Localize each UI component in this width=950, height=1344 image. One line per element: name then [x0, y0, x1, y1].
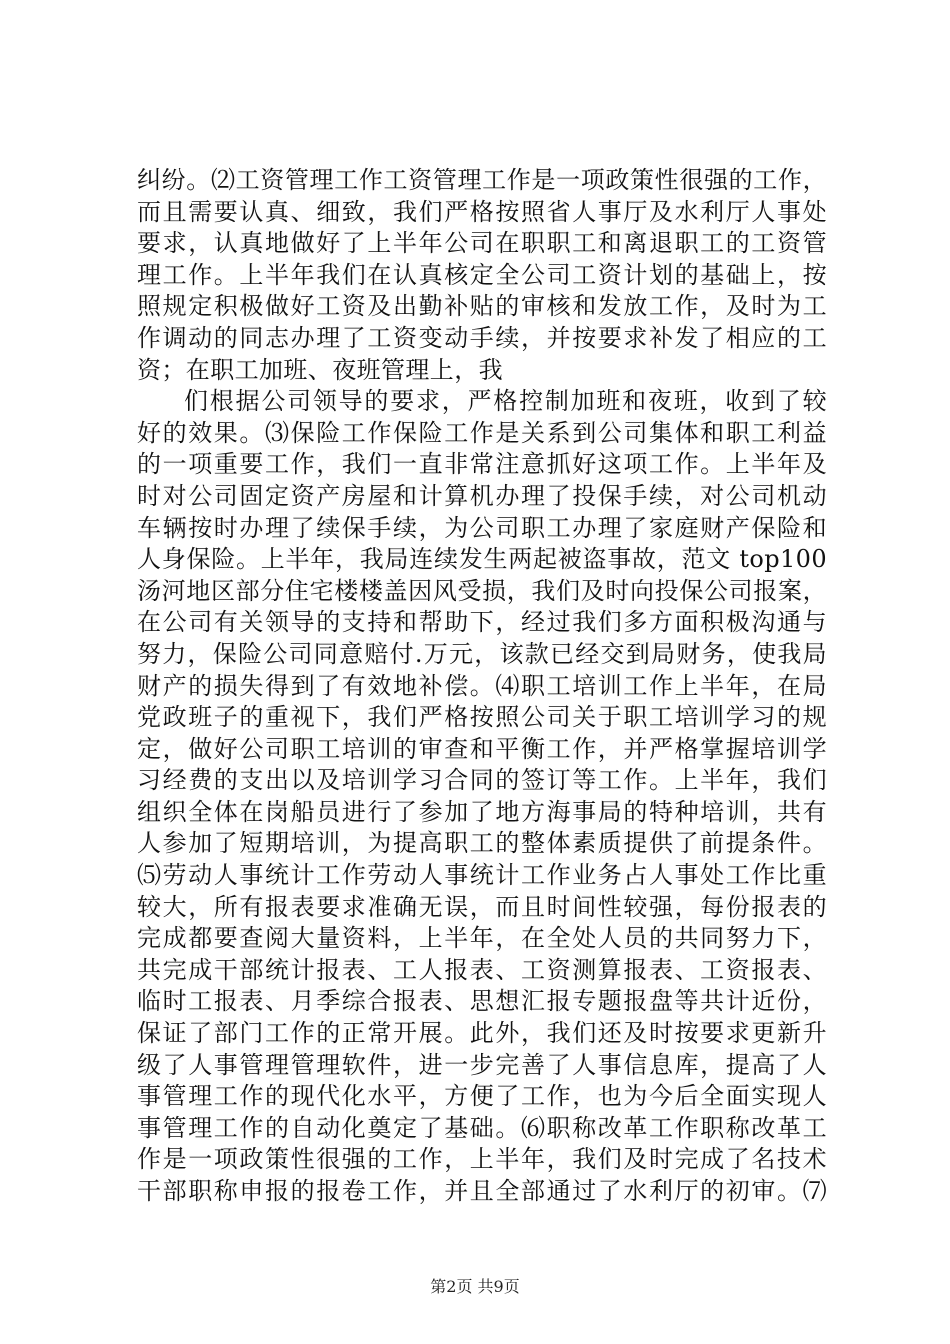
- text-line: 共完成干部统计报表、工人报表、工资测算报表、工资报表、: [137, 955, 827, 984]
- text-line: 较大，所有报表要求准确无误，而且时间性较强，每份报表的: [137, 892, 827, 921]
- text-line: 人参加了短期培训，为提高职工的整体素质提供了前提条件。: [137, 829, 827, 858]
- text-line: 定，做好公司职工培训的审查和平衡工作，并严格掌握培训学: [137, 734, 827, 763]
- text-line: 照规定积极做好工资及出勤补贴的审核和发放工作，及时为工: [137, 292, 827, 321]
- text-line: 财产的损失得到了有效地补偿。⑷职工培训工作上半年，在局: [137, 671, 827, 700]
- text-line: 努力，保险公司同意赔付.万元，该款已经交到局财务，使我局: [137, 639, 827, 668]
- text-line: 事管理工作的自动化奠定了基础。⑹职称改革工作职称改革工: [137, 1113, 827, 1142]
- text-line: 作是一项政策性很强的工作，上半年，我们及时完成了名技术: [137, 1145, 827, 1174]
- text-line: ⑸劳动人事统计工作劳动人事统计工作业务占人事处工作比重: [137, 861, 827, 890]
- text-line: 在公司有关领导的支持和帮助下，经过我们多方面积极沟通与: [137, 608, 827, 637]
- text-line: 习经费的支出以及培训学习合同的签订等工作。上半年，我们: [137, 766, 827, 795]
- text-line: 时对公司固定资产房屋和计算机办理了投保手续，对公司机动: [137, 481, 827, 510]
- page-number-footer: 第2页 共9页: [430, 1277, 520, 1296]
- text-line: 的一项重要工作，我们一直非常注意抓好这项工作。上半年及: [137, 450, 827, 479]
- text-line: 理工作。上半年我们在认真核定全公司工资计划的基础上，按: [137, 260, 827, 289]
- text-line: 车辆按时办理了续保手续，为公司职工办理了家庭财产保险和: [137, 513, 827, 542]
- text-line: 组织全体在岗船员进行了参加了地方海事局的特种培训，共有: [137, 797, 827, 826]
- body-text: [137, 165, 827, 1208]
- text-line: 保证了部门工作的正常开展。此外，我们还及时按要求更新升: [137, 1019, 827, 1048]
- text-line: 而且需要认真、细致，我们严格按照省人事厅及水利厅人事处: [137, 197, 827, 226]
- text-line: 纠纷。⑵工资管理工作工资管理工作是一项政策性很强的工作，: [137, 166, 827, 194]
- text-line: 们根据公司领导的要求，严格控制加班和夜班，收到了较: [184, 387, 827, 416]
- text-line: 资；在职工加班、夜班管理上，我: [137, 355, 503, 384]
- text-line: 人身保险。上半年，我局连续发生两起被盗事故，范文 top100: [137, 545, 827, 574]
- text-line: 好的效果。⑶保险工作保险工作是关系到公司集体和职工利益: [137, 418, 827, 447]
- text-line: 级了人事管理管理软件，进一步完善了人事信息库，提高了人: [137, 1050, 827, 1079]
- text-line: 要求，认真地做好了上半年公司在职职工和离退职工的工资管: [137, 229, 827, 258]
- text-line: 临时工报表、月季综合报表、思想汇报专题报盘等共计近份，: [137, 987, 827, 1016]
- text-line: 党政班子的重视下，我们严格按照公司关于职工培训学习的规: [137, 703, 827, 732]
- text-line: 干部职称申报的报卷工作，并且全部通过了水利厅的初审。⑺: [137, 1177, 827, 1205]
- text-line: 汤河地区部分住宅楼楼盖因风受损，我们及时向投保公司报案，: [137, 576, 827, 605]
- text-line: 作调动的同志办理了工资变动手续，并按要求补发了相应的工: [137, 323, 827, 352]
- text-line: 完成都要查阅大量资料，上半年，在全处人员的共同努力下，: [137, 924, 827, 953]
- text-line: 事管理工作的现代化水平，方便了工作，也为今后全面实现人: [137, 1082, 827, 1111]
